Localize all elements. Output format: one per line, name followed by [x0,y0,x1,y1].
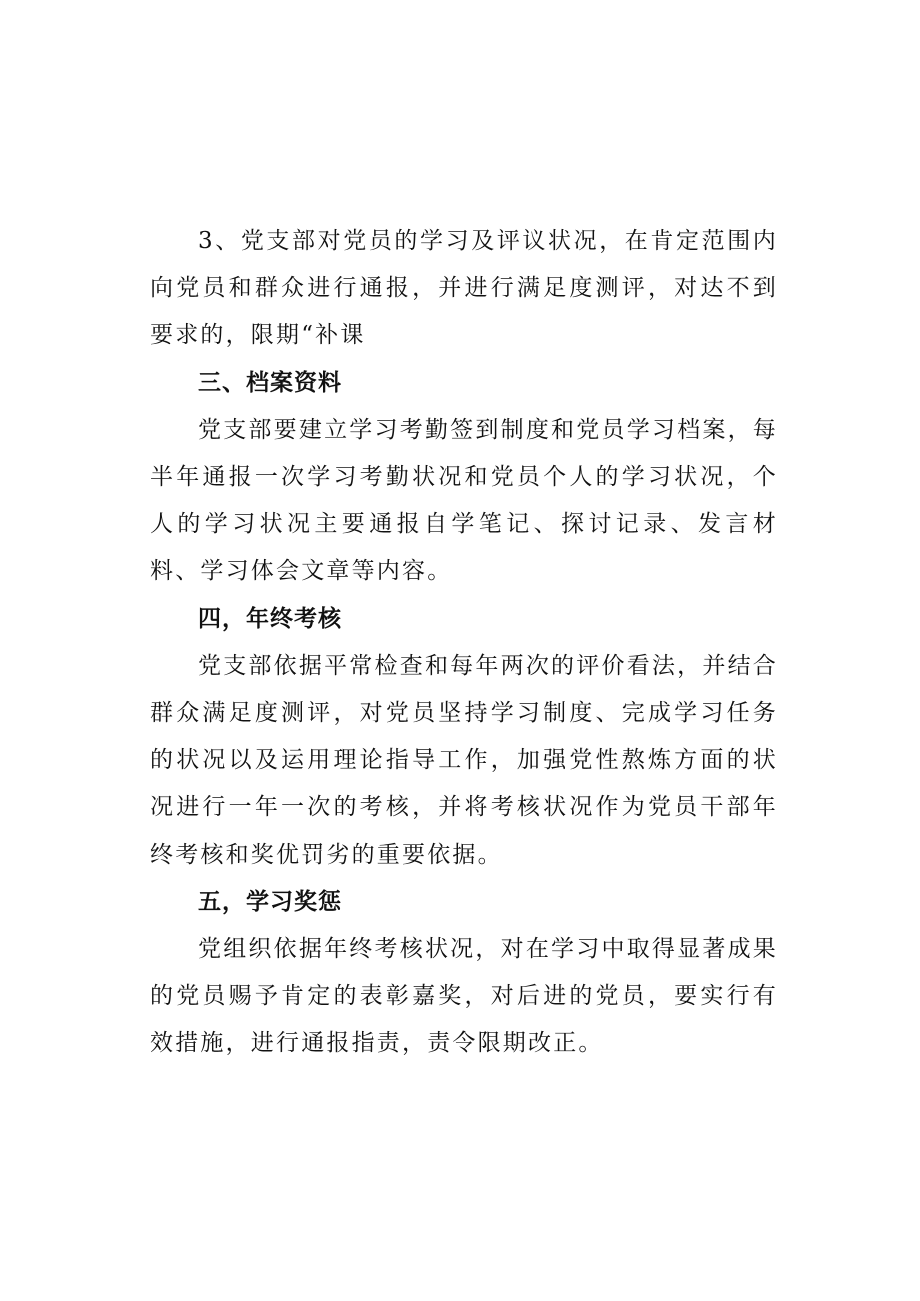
document-body [150,218,778,1068]
heading-archive-materials: 三、档案资料 [198,369,342,396]
paragraph-archive: 党支部要建立学习考勤签到制度和党员学习档案，每半年通报一次学习考勤状况和党员个人的学习状况，个人的学习状况主要通报自学笔记、探讨记录、发言材料、学习体会文章等内容。 [150,416,778,585]
paragraph-rewards: 党组织依据年终考核状况，对在学习中取得显著成果的党员赐予肯定的表彰嘉奖，对后进的党员，要实行有效措施，进行通报指责，责令限期改正。 [150,936,778,1057]
heading-rewards-penalties: 五，学习奖惩 [198,888,342,915]
heading-year-end-assessment: 四，年终考核 [198,605,342,632]
paragraph-assessment: 党支部依据平常检查和每年两次的评价看法，并结合群众满足度测评，对党员坚持学习制度、完成学习任务的状况以及运用理论指导工作，加强党性熬炼方面的状况进行一年一次的考核，并将考核状况作为党员干部年终考核和奖优罚劣的重要依据。 [150,652,778,868]
paragraph-notification: 3、党支部对党员的学习及评议状况，在肯定范围内向党员和群众进行通报，并进行满足度测评，对达不到要求的，限期“补课 [150,228,778,349]
